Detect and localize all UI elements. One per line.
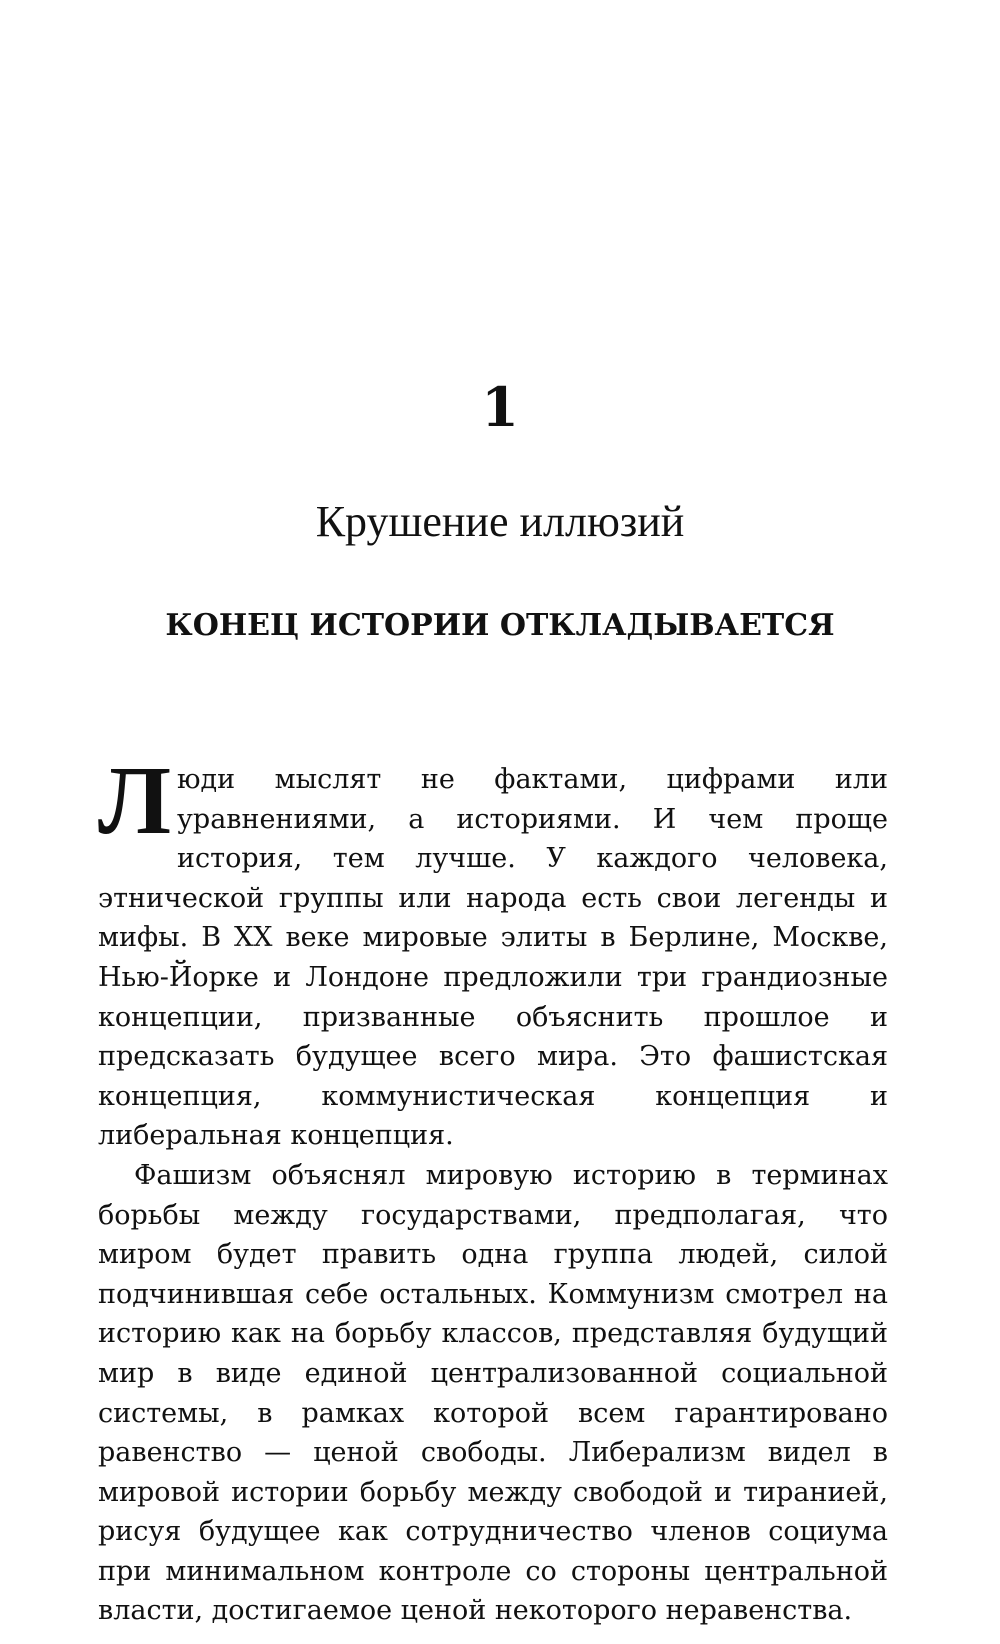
section-title: КОНЕЦ ИСТОРИИ ОТКЛАДЫВАЕТСЯ	[165, 608, 835, 643]
paragraph-2: Фашизм объяснял мировую историю в терминах борьбы между государствами, предполагая, что миром будет править одна группа людей, силой подчинившая себе остальных. Коммунизм смотрел на историю как на борьбу классов, представляя будущий мир в виде единой централизованной социальной системы, в рамках которой всем гарантировано равенство — ценой свободы. Либерализм видел в мировой истории борьбу между свободой и тиранией, рисуя будущее как сотрудничество членов социума при минимальном контроле со стороны центральной власти, достигаемое ценой некоторого неравенства.	[98, 1159, 888, 1627]
paragraph-1	[98, 747, 888, 1156]
chapter-number: 1	[481, 375, 519, 439]
paragraph-1-text: юди мыслят не фактами, цифрами или уравнениями, а историями. И чем проще история, тем лучше. У каждого человека, этнической группы или народа есть свои легенды и мифы. В XX веке мировые элиты в Берлине, Москве, Нью-Йорке и Лондоне предложили три грандиозные концепции, призванные объяснить прошлое и предсказать будущее всего мира. Это фашистская концепция, коммунистическая концепция и либеральная концепция.	[98, 764, 888, 1152]
chapter-title: Крушение иллюзий	[315, 497, 685, 546]
body-text	[98, 747, 888, 1631]
drop-cap: Л	[98, 747, 172, 855]
